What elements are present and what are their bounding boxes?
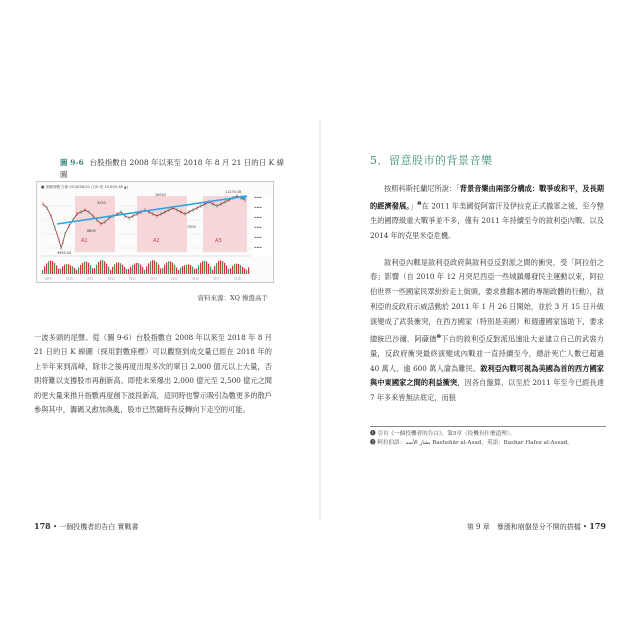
footnote-2: ❷ 阿拉伯語：بشار الأسد Bashshār al-Asad，英語：Bashar Hafez al-Assad。: [370, 440, 573, 446]
volume-bar: [196, 268, 197, 274]
volume-bar: [208, 264, 209, 274]
volume-bar: [204, 261, 205, 274]
zone-a2: [137, 196, 187, 252]
volume-bar: [66, 264, 67, 274]
volume-bar: [248, 267, 249, 274]
volume-bar: [108, 267, 109, 274]
para1-text-a: 按照科斯托蘭尼所說：「: [384, 184, 460, 193]
right-body: [370, 182, 604, 418]
region-label-a1: A1: [81, 238, 88, 244]
volume-bar: [76, 270, 77, 274]
volume-bars: [42, 260, 249, 274]
volume-bar: [62, 266, 63, 274]
para2-text-c: ，因各自盤算，以至於 2011 年至今已經長達 7 年多來皆無法底定，而狼: [370, 378, 604, 403]
right-folio: [467, 521, 606, 532]
x-tick-label: 2013: [129, 277, 136, 281]
volume-bar: [46, 263, 47, 274]
para1-text-b: 」: [409, 201, 418, 211]
volume-bar: [98, 262, 99, 274]
figure-title: 台股指數自 2008 年以來至 2018 年 8 月 21 日的日 K 線圖: [60, 158, 285, 179]
volume-bar: [128, 269, 129, 274]
volume-bar: [184, 265, 185, 274]
volume-bar: [136, 263, 137, 274]
volume-bar: [58, 269, 59, 274]
volume-bar: [116, 263, 117, 274]
volume-bar: [50, 261, 51, 274]
footnote-ref-1[interactable]: ❶: [417, 200, 422, 207]
volume-bar: [220, 260, 221, 274]
volume-bar: [142, 267, 143, 274]
volume-bar: [154, 260, 155, 274]
left-running-title: • 一個投機者的告白 實戰書: [52, 523, 139, 531]
volume-bar: [160, 268, 161, 274]
volume-bar: [236, 264, 237, 274]
right-axis: [252, 194, 272, 256]
volume-bar: [230, 268, 231, 274]
figure-source: 資料來源：XQ 操盤高手: [197, 294, 268, 302]
volume-bar: [110, 270, 111, 274]
volume-bar: [232, 266, 233, 274]
left-folio: [34, 521, 139, 532]
price-label-6609: 6609: [87, 229, 96, 233]
volume-bar: [200, 263, 201, 274]
volume-bar: [192, 267, 193, 274]
x-axis-ticks: [45, 277, 241, 281]
volume-bar: [242, 267, 243, 274]
svg-text:▬▬▬: ▬▬▬: [254, 215, 262, 219]
volume-bar: [48, 261, 49, 274]
volume-bar: [148, 263, 149, 274]
volume-bar: [210, 267, 211, 274]
volume-bar: [174, 265, 175, 274]
price-label-9220: 9220: [97, 201, 106, 205]
volume-bar: [138, 263, 139, 274]
x-tick-label: 2015: [171, 277, 178, 281]
para2-text-a: 敘利亞內戰是敘利亞政府與敘利亞反對派之間的衝突，受「阿拉伯之春」影響（自 2010 年 12 月突尼西亞一些城鎮爆發民主運動以來，阿拉伯世界一些國家民眾紛紛走上街頭，要求推翻本國的專制政體的行動），敘利亞的反政府示威活動於 2011 年 1 月 26 日開始，並於 3 月 15 日升級演變成了武裝衝突，在西方國家（特別是美國）和週邊國家協助下，要求總統巴沙爾．阿薩德: [370, 257, 604, 343]
footnotes: [370, 426, 606, 448]
volume-bar: [176, 268, 177, 274]
volume-bar: [152, 260, 153, 274]
volume-bar: [146, 266, 147, 274]
volume-bar: [132, 265, 133, 274]
volume-bar: [186, 265, 187, 274]
x-tick-label: 2018: [234, 277, 241, 281]
volume-bar: [228, 269, 229, 274]
volume-bar: [130, 267, 131, 274]
volume-bar: [170, 261, 171, 274]
volume-bar: [120, 263, 121, 274]
price-label-11270: 11270.18: [225, 190, 242, 194]
volume-bar: [114, 264, 115, 274]
volume-bar: [226, 266, 227, 274]
book-gutter: [319, 120, 321, 520]
volume-bar: [158, 265, 159, 274]
svg-text:▬▬▬: ▬▬▬: [254, 245, 262, 249]
price-label-10014: 10014: [155, 193, 166, 197]
x-tick-label: 2010: [66, 277, 73, 281]
x-tick-label: 2011: [87, 277, 94, 281]
volume-bar: [60, 269, 61, 274]
volume-bar: [218, 261, 219, 274]
volume-bar: [54, 263, 55, 274]
volume-bar: [240, 265, 241, 274]
volume-bar: [56, 265, 57, 274]
svg-text:▬▬▬: ▬▬▬: [254, 205, 262, 209]
volume-bar: [88, 263, 89, 274]
volume-bar: [212, 270, 213, 274]
volume-bar: [80, 265, 81, 274]
left-page-number: 178: [34, 521, 51, 531]
volume-bar: [78, 267, 79, 274]
x-tick-label: 2009: [45, 277, 52, 281]
x-tick-label: 2016: [192, 277, 199, 281]
volume-bar: [216, 263, 217, 274]
volume-bar: [246, 270, 247, 274]
volume-bar: [42, 270, 43, 274]
volume-bar: [122, 265, 123, 274]
price-label-7203: 7203: [187, 225, 196, 229]
x-tick-label: 2014: [150, 277, 157, 281]
volume-bar: [234, 264, 235, 274]
svg-text:▬▬▬: ▬▬▬: [254, 235, 262, 239]
volume-bar: [96, 265, 97, 274]
volume-bar: [94, 268, 95, 274]
volume-bar: [100, 260, 101, 274]
para1-text-c: 在 2011 年美國從阿富汗及伊拉克正式撤軍之後，至今整生的國際級重大戰爭並不多，僅有 2011 年持續至今的敘利亞內戰、以及 2014 年的克里米亞危機。: [370, 201, 604, 240]
volume-bar: [202, 261, 203, 274]
volume-bar: [190, 265, 191, 274]
x-tick-label: 2012: [108, 277, 115, 281]
chart-header-text: ■ 加權指數 日線 2018/08/21 (日K 收 10,849.38 ▲): [41, 185, 129, 189]
stock-chart: [36, 181, 274, 283]
volume-bar: [244, 268, 245, 274]
volume-bar: [194, 269, 195, 274]
region-label-a3: A3: [215, 238, 222, 244]
volume-bar: [164, 265, 165, 274]
zone-a3: [203, 196, 247, 252]
volume-bar: [206, 262, 207, 274]
volume-bar: [238, 264, 239, 274]
volume-bar: [112, 267, 113, 274]
volume-bar: [70, 265, 71, 274]
volume-bar: [118, 262, 119, 274]
volume-bar: [156, 262, 157, 274]
volume-bar: [140, 265, 141, 274]
para2-bold: 敘利亞內戰可視為美國為首的西方國家與中東國家之間的利益衝突: [370, 363, 604, 388]
figure-number: 圖 9-6: [60, 158, 84, 167]
volume-bar: [84, 262, 85, 274]
volume-bar: [224, 263, 225, 274]
volume-bar: [166, 262, 167, 274]
section-title: 5．留意股市的背景音樂: [370, 154, 493, 167]
price-label-3955: 3955.43: [57, 251, 72, 255]
volume-bar: [172, 263, 173, 274]
x-tick-label: 2017: [213, 277, 220, 281]
volume-bar: [144, 270, 145, 274]
volume-bar: [52, 261, 53, 274]
paragraph-1: [370, 182, 604, 244]
footnote-ref-2[interactable]: ❷: [436, 333, 442, 340]
svg-text:▬▬▬: ▬▬▬: [254, 195, 262, 199]
volume-bar: [126, 269, 127, 274]
volume-bar: [150, 261, 151, 274]
volume-bar: [180, 268, 181, 274]
volume-bar: [86, 262, 87, 274]
volume-bar: [102, 260, 103, 274]
footnote-1: ❶ 引自《一個投機者的告白》，第5章〈投機有什麼道理〉。: [370, 431, 516, 437]
volume-bar: [72, 266, 73, 274]
right-page-number: 179: [589, 521, 606, 531]
volume-bar: [92, 268, 93, 274]
volume-bar: [68, 264, 69, 274]
stock-chart-svg: [37, 182, 273, 282]
volume-bar: [74, 268, 75, 274]
para2-text-b: 下台的敘利亞反對派迅速壯大並建立自己的武裝力量，反政府衝突最終演變成內戰並一直持續至今，總計死亡人數已超過 40 萬人、逾 600 萬人淪為難民。: [370, 333, 604, 373]
volume-bar: [214, 266, 215, 274]
volume-bar: [168, 261, 169, 274]
para1-bold-quote: 背景音樂由兩部分構成：戰爭或和平，及長期的經濟發展。: [370, 184, 604, 211]
left-body-text: 一波多頭的尾聲。從（圖 9-6）台股指數自 2008 年以來至 2018 年 8 月 21 日的日 K 線圖（採用對數座標）可以觀察到成交量已經在 2018 年的上半年來到高峰，除非之後再度出現多次的單日 2,000 億元以上大量，否則将難以支撐股市再創新高。即使未來爆出 2,000 億元至 2,500 億元之間的更大量來推升指數再度創下波段新高，這同時也警示吸引為數更多的散戶參與其中，籌碼又愈加渙亂，股市已然隨時有反轉向下走空的可能。: [34, 333, 272, 415]
volume-bar: [182, 266, 183, 274]
volume-bar: [104, 261, 105, 274]
right-running-title: 第 9 章 暴漲和崩盤是分不開的搭檔 •: [466, 523, 588, 531]
volume-bar: [44, 266, 45, 274]
volume-bar: [106, 264, 107, 274]
region-label-a2: A2: [153, 238, 160, 244]
svg-text:▬▬▬: ▬▬▬: [254, 225, 262, 229]
paragraph-2: [370, 256, 604, 406]
volume-bar: [64, 265, 65, 274]
volume-bar: [134, 264, 135, 274]
volume-bar: [178, 270, 179, 274]
volume-bar: [124, 267, 125, 274]
volume-bar: [90, 265, 91, 274]
volume-bar: [198, 265, 199, 274]
volume-bar: [188, 264, 189, 274]
volume-bar: [162, 268, 163, 274]
volume-bar: [82, 263, 83, 274]
volume-bar: [222, 261, 223, 274]
